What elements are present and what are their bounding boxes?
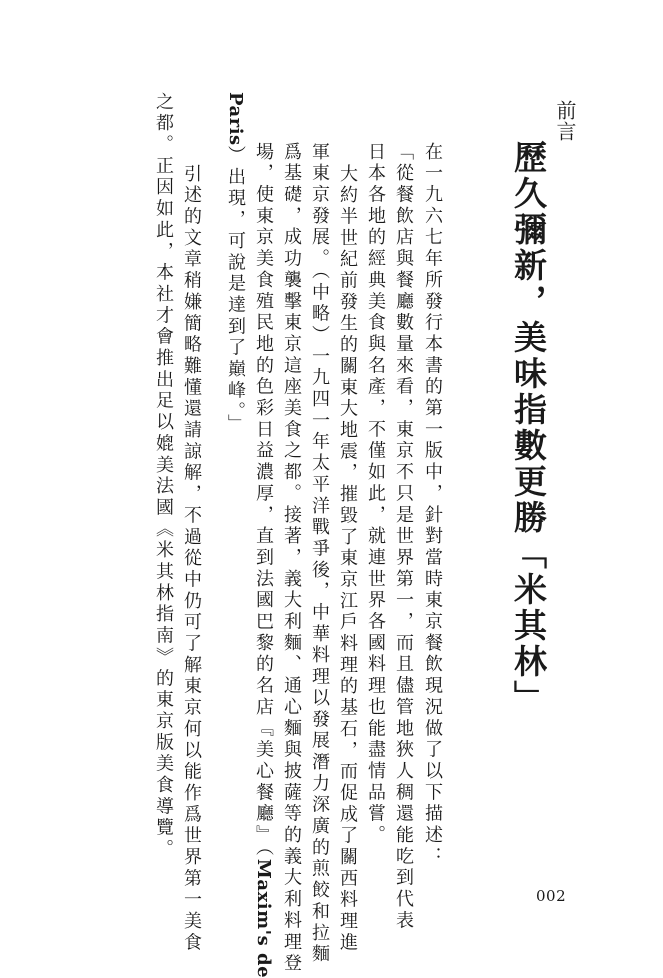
paragraph-line-1: 在一九六七年所發行本書的第一版中，針對當時東京餐飲現況做了以下描述： <box>422 142 443 868</box>
page-title: 歷久彌新，美味指數更勝「米其林」 <box>509 140 548 716</box>
paragraph-line-5: 軍東京發展。（中略）一九四一年太平洋戰爭後，中華料理以發展潛力深廣的煎餃和拉麵 <box>309 142 330 966</box>
paragraph-line-6: 爲基礎，成功襲擊東京這座美食之都。接著，義大利麵、通心麵與披薩等的義大利料理登 <box>281 142 302 975</box>
page-number: 002 <box>536 887 567 905</box>
paragraph-line-9: 引述的文章稍嫌簡略難懂還請諒解，不過從中仍可了解東京何以能作爲世界第一美食 <box>181 164 202 954</box>
paragraph-line-2: 「從餐飲店與餐廳數量來看，東京不只是世界第一，而且儘管地狹人稠還能吃到代表 <box>393 142 414 932</box>
paragraph-line-7 <box>252 142 274 978</box>
line-8-cjk-text: ）出現，可說是達到了巔峰。」 <box>225 145 246 436</box>
line-7-cjk-text: 場，使東京美食殖民地的色彩日益濃厚，直到法國巴黎的名店『美心餐廳』（ <box>253 142 274 859</box>
paragraph-line-4: 大約半世紀前發生的關東大地震，摧毀了東京江戶料理的基石，而促成了關西料理進 <box>337 164 358 954</box>
maxims-de-text: Maxim's de <box>253 858 274 978</box>
paragraph-line-10: 之都。正因如此，本社才會推出足以媲美法國《米其林指南》的東京版美食導覽。 <box>153 92 174 861</box>
paris-text: Paris <box>225 92 246 146</box>
paragraph-line-3: 日本各地的經典美食與名產，不僅如此，就連世界各國料理也能盡情品嘗。 <box>365 142 386 847</box>
paragraph-line-8 <box>224 92 246 436</box>
section-label: 前言 <box>553 100 577 142</box>
